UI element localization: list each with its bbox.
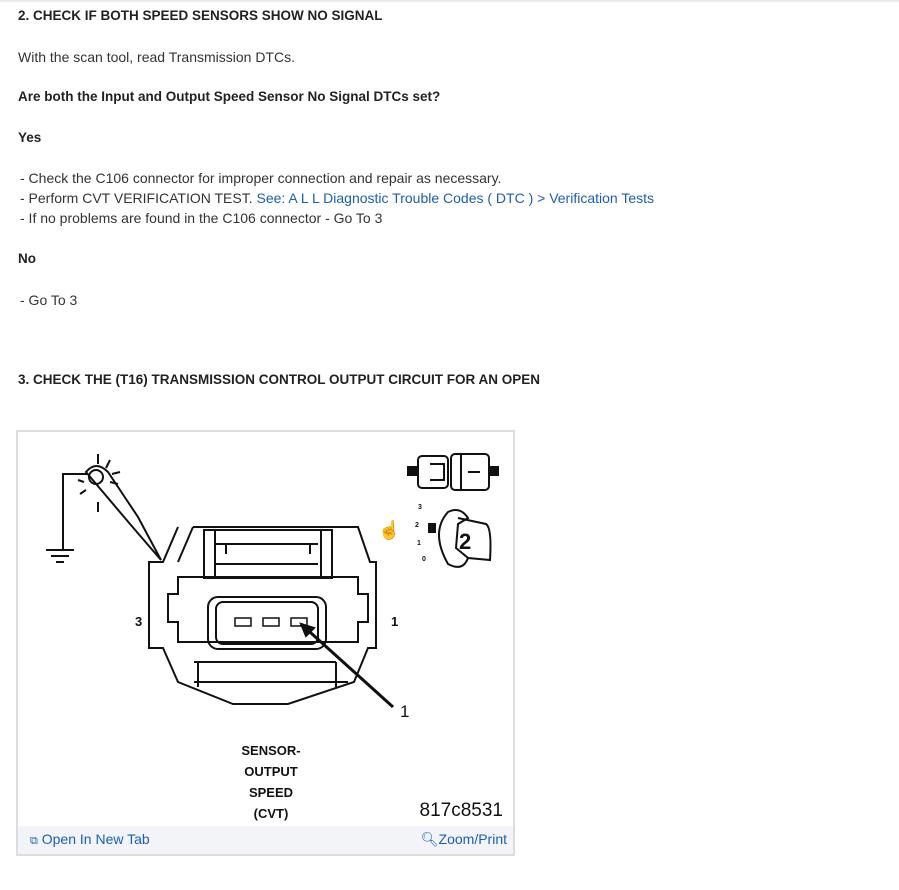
step2-heading: 2. CHECK IF BOTH SPEED SENSORS SHOW NO SIGNAL (18, 8, 383, 23)
figure-footer (18, 826, 513, 854)
yes-item-2-text: - Perform CVT VERIFICATION TEST. (20, 190, 257, 206)
zoom-print-label: Zoom/Print (438, 831, 507, 847)
open-in-new-tab-link[interactable] (30, 831, 150, 848)
key-position: 2 (415, 522, 419, 529)
caption-line: SPEED (248, 785, 294, 800)
pin-label-left: 3 (135, 614, 143, 629)
top-shadow (0, 0, 899, 3)
step2-instruction: With the scan tool, read Transmission DTCs. (18, 49, 295, 65)
yes-item-2 (20, 190, 654, 206)
connector-figure[interactable] (16, 430, 515, 856)
hand-cursor-icon: ☝ (378, 520, 401, 540)
key-number: 2 (459, 529, 472, 554)
step2-question: Are both the Input and Output Speed Sensor No Signal DTCs set? (18, 89, 441, 104)
yes-item-1: - Check the C106 connector for improper connection and repair as necessary. (20, 170, 502, 186)
new-tab-icon: ⧉ (30, 835, 38, 847)
caption-line: (CVT) (253, 806, 289, 821)
yes-label: Yes (18, 130, 42, 145)
open-tab-label: Open In New Tab (41, 831, 150, 847)
key-position: 3 (418, 504, 422, 511)
zoom-icon: 🔍︎ (420, 831, 439, 847)
connector-outline (149, 527, 376, 704)
yes-item-3: - If no problems are found in the C106 connector - Go To 3 (20, 210, 383, 226)
callout-label: 1 (400, 702, 410, 721)
ground-probe-icon (46, 454, 161, 562)
step3-heading: 3. CHECK THE (T16) TRANSMISSION CONTROL OUTPUT CIRCUIT FOR AN OPEN (18, 372, 541, 387)
caption-line: OUTPUT (244, 764, 298, 779)
key-position: 0 (422, 556, 426, 563)
pin-label-right: 1 (391, 614, 399, 629)
verification-tests-link[interactable]: See: A L L Diagnostic Trouble Codes ( DTC ) > Verification Tests (256, 190, 654, 206)
no-label: No (18, 251, 36, 266)
figure-caption (230, 740, 312, 824)
no-item-1: - Go To 3 (20, 292, 78, 308)
figure-id: 817c8531 (419, 800, 503, 821)
caption-line: SENSOR- (241, 743, 301, 758)
zoom-print-link[interactable] (421, 831, 507, 848)
key-position: 1 (417, 540, 421, 547)
